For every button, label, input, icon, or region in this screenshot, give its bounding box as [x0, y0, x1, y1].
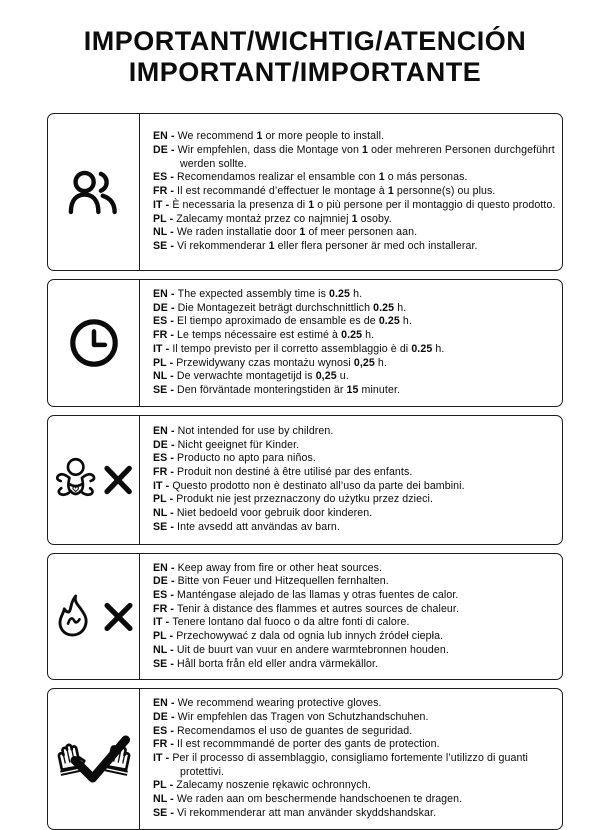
warning-line-protective-gloves-de: DE - Wir empfehlen das Tragen von Schutzhandschuhen. — [153, 710, 429, 723]
language-code: NL - — [153, 793, 177, 806]
language-code: SE - — [153, 239, 178, 252]
warning-box-protective-gloves — [47, 688, 563, 829]
warning-line-keep-from-fire-se: SE - Håll borta från eld eller andra värmekällor. — [153, 657, 379, 670]
warning-line-keep-from-fire-pl: PL - Przechowywać z dala od ognia lub innych źródeł ciepła. — [153, 630, 444, 643]
text-lines — [140, 689, 562, 828]
language-code: PL - — [153, 356, 177, 369]
language-code: NL - — [153, 643, 177, 656]
language-code: IT - — [153, 342, 173, 355]
warning-line-people-to-install-it: IT - È necessaria la presenza di 1 o più persone per il montaggio di questo prodotto. — [153, 198, 556, 211]
language-code: IT - — [153, 616, 173, 629]
icon-slot — [48, 280, 140, 406]
language-code: FR - — [153, 329, 178, 342]
language-code: PL - — [153, 212, 177, 225]
warning-line-assembly-time-fr: FR - Le temps nécessaire est estimé à 0.25 h. — [153, 329, 375, 342]
warning-line-keep-from-fire-en: EN - Keep away from fire or other heat sources. — [153, 561, 383, 574]
language-code: SE - — [153, 806, 178, 819]
language-code: FR - — [153, 738, 178, 751]
language-code: DE - — [153, 710, 178, 723]
warning-line-protective-gloves-es: ES - Recomendamos el uso de guantes de seguridad. — [153, 724, 413, 737]
warning-line-people-to-install-en: EN - We recommend 1 or more people to install. — [153, 130, 385, 143]
text-lines — [140, 280, 562, 406]
language-code: EN - — [153, 697, 178, 710]
warning-line-keep-from-fire-fr: FR - Tenir à distance des flammes et autres sources de chaleur. — [153, 602, 460, 615]
language-code: IT - — [153, 198, 173, 211]
text-lines — [140, 416, 562, 544]
language-code: ES - — [153, 452, 178, 465]
page-title — [0, 26, 610, 88]
language-code: ES - — [153, 315, 178, 328]
language-code: NL - — [153, 370, 177, 383]
language-code: PL - — [153, 630, 177, 643]
language-code: ES - — [153, 171, 178, 184]
warning-line-assembly-time-pl: PL - Przewidywany czas montażu wynosi 0,25 h. — [153, 356, 387, 369]
icon-slot — [48, 554, 140, 680]
text-lines — [140, 114, 562, 270]
warning-line-assembly-time-se: SE - Den förväntade monteringstiden är 15 minuter. — [153, 383, 401, 396]
warning-line-not-for-children-nl: NL - Niet bedoeld voor gebruik door kinderen. — [153, 507, 373, 520]
warning-box-not-for-children — [47, 415, 563, 545]
language-code: DE - — [153, 575, 178, 588]
language-code: ES - — [153, 724, 178, 737]
text-lines — [140, 554, 562, 680]
warning-box-keep-from-fire — [47, 553, 563, 681]
warning-box-assembly-time — [47, 279, 563, 407]
clock-icon — [67, 316, 121, 370]
language-code: EN - — [153, 424, 178, 437]
two-people-icon — [64, 167, 124, 217]
warning-line-not-for-children-de: DE - Nicht geeignet für Kinder. — [153, 438, 300, 451]
warning-line-assembly-time-es: ES - El tiempo aproximado de ensamble es de 0.25 h. — [153, 315, 412, 328]
language-code: NL - — [153, 226, 177, 239]
language-code: SE - — [153, 657, 178, 670]
icon-slot — [48, 114, 140, 270]
page-title-line1: IMPORTANT/WICHTIG/ATENCIÓN — [83, 26, 527, 56]
icon-slot — [48, 689, 140, 828]
page-title-line2: IMPORTANT/IMPORTANTE — [128, 57, 482, 87]
warning-line-people-to-install-fr: FR - Il est recommandé d’effectuer le montage à 1 personne(s) ou plus. — [153, 185, 496, 198]
warning-line-not-for-children-pl: PL - Produkt nie jest przeznaczony do użytku przez dzieci. — [153, 493, 433, 506]
language-code: IT - — [153, 479, 173, 492]
warning-line-people-to-install-se: SE - Vi rekommenderar 1 eller flera personer är med och installerar. — [153, 239, 478, 252]
warning-line-not-for-children-se: SE - Inte avsedd att användas av barn. — [153, 520, 340, 533]
language-code: DE - — [153, 438, 178, 451]
language-code: SE - — [153, 383, 178, 396]
warning-line-assembly-time-nl: NL - De verwachte montagetijd is 0,25 u. — [153, 370, 349, 383]
language-code: ES - — [153, 589, 178, 602]
warning-line-not-for-children-fr: FR - Produit non destiné à être utilisé par des enfants. — [153, 465, 413, 478]
language-code: EN - — [153, 561, 178, 574]
warning-line-protective-gloves-fr: FR - Il est recommmandé de porter des gants de protection. — [153, 738, 440, 751]
warning-line-assembly-time-it: IT - Il tempo previsto per il corretto assemblaggio è di 0.25 h. — [153, 342, 445, 355]
warning-line-protective-gloves-en: EN - We recommend wearing protective gloves. — [153, 697, 382, 710]
no-fire-icon — [50, 592, 138, 640]
warning-line-assembly-time-de: DE - Die Montagezeit beträgt durchschnittlich 0.25 h. — [153, 301, 407, 314]
language-code: NL - — [153, 507, 177, 520]
warning-line-people-to-install-de: DE - Wir empfehlen, dass die Montage von 1 oder mehreren Personen durchgeführt werden sollte. — [153, 144, 555, 170]
warning-line-keep-from-fire-de: DE - Bitte von Feuer und Hitzequellen fernhalten. — [153, 575, 389, 588]
language-code: SE - — [153, 520, 178, 533]
warning-line-not-for-children-en: EN - Not intended for use by children. — [153, 424, 334, 437]
language-code: FR - — [153, 602, 178, 615]
language-code: PL - — [153, 779, 177, 792]
warning-line-not-for-children-it: IT - Questo prodotto non è destinato all’uso da parte dei bambini. — [153, 479, 465, 492]
language-code: EN - — [153, 130, 178, 143]
warning-boxes — [47, 113, 563, 830]
warning-line-keep-from-fire-nl: NL - Uit de buurt van vuur en andere warmtebronnen houden. — [153, 643, 449, 656]
language-code: IT - — [153, 752, 173, 765]
warning-line-people-to-install-es: ES - Recomendamos realizar el ensamble con 1 o más personas. — [153, 171, 468, 184]
warning-line-keep-from-fire-es: ES - Manténgase alejado de las llamas y otras fuentes de calor. — [153, 589, 459, 602]
warning-line-protective-gloves-it: IT - Per il processo di assemblaggio, consigliamo fortemente l’utilizzo di guanti protettivi. — [153, 752, 528, 778]
language-code: FR - — [153, 185, 178, 198]
warning-line-not-for-children-es: ES - Producto no apto para niños. — [153, 452, 316, 465]
warning-line-protective-gloves-pl: PL - Zalecamy noszenie rękawic ochronnych. — [153, 779, 371, 792]
no-children-icon — [53, 455, 135, 505]
language-code: EN - — [153, 288, 178, 300]
language-code: DE - — [153, 144, 178, 157]
warning-line-keep-from-fire-it: IT - Tenere lontano dal fuoco o da altre fonti di calore. — [153, 616, 410, 629]
icon-slot — [48, 416, 140, 544]
warning-line-protective-gloves-se: SE - Vi rekommenderar att man använder skyddshandskar. — [153, 806, 437, 819]
warning-line-people-to-install-nl: NL - We raden installatie door 1 of meer personen aan. — [153, 226, 418, 239]
warning-box-people-to-install — [47, 113, 563, 271]
language-code: FR - — [153, 465, 178, 478]
language-code: DE - — [153, 301, 178, 314]
gloves-check-icon — [51, 730, 137, 788]
warning-line-assembly-time-en: EN - The expected assembly time is 0.25 h. — [153, 288, 363, 300]
warning-line-protective-gloves-nl: NL - We raden aan om beschermende handschoenen te dragen. — [153, 793, 463, 806]
language-code: PL - — [153, 493, 177, 506]
warning-line-people-to-install-pl: PL - Zalecamy montaż przez co najmniej 1 osoby. — [153, 212, 392, 225]
